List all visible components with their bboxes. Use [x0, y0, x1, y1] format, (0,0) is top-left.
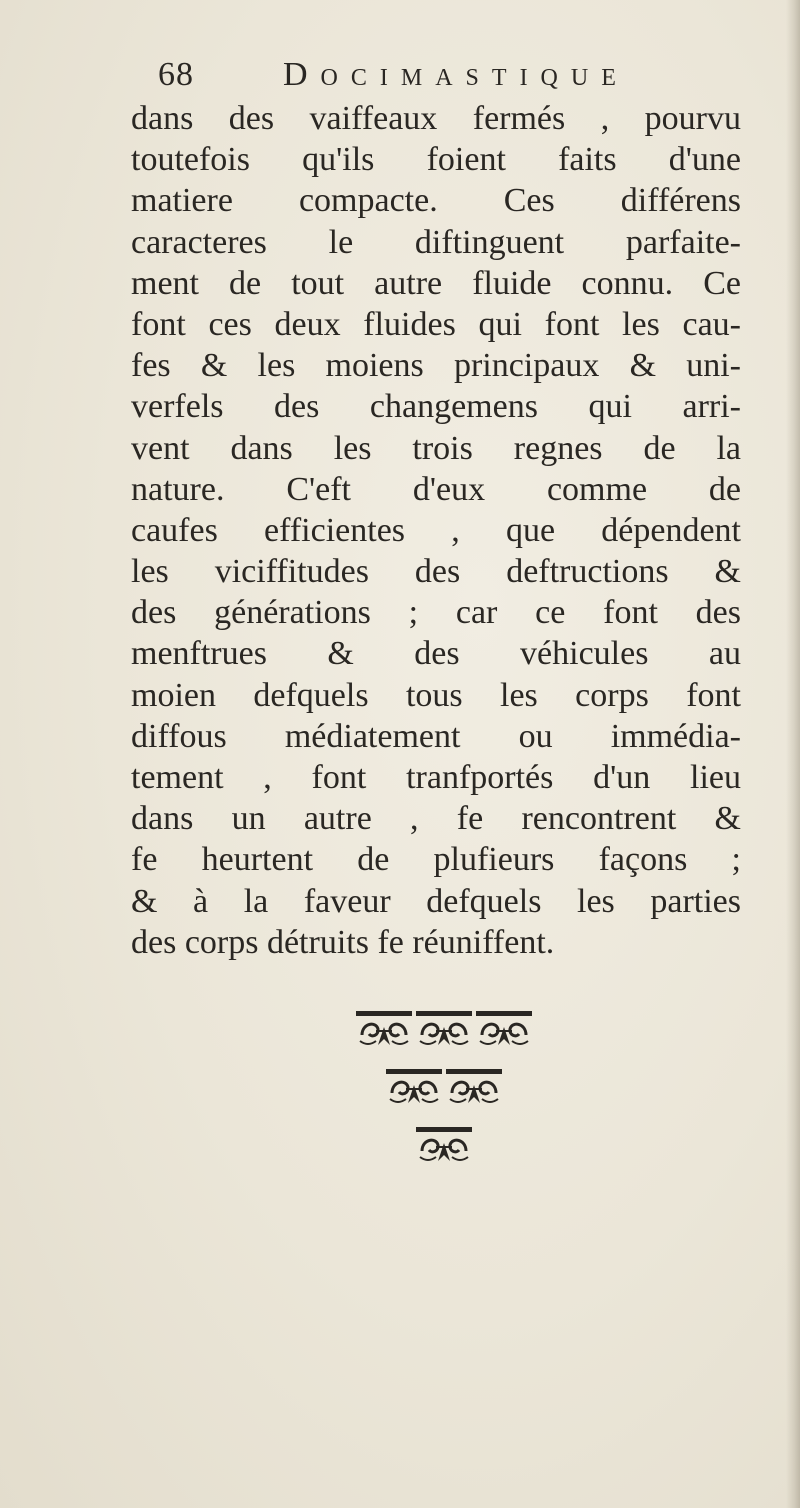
text-line: font ces deux fluides qui font les cau-	[131, 305, 741, 343]
page-number: 68	[158, 56, 194, 93]
text-line: nature. C'eft d'eux comme de	[131, 470, 741, 508]
text-line: toutefois qu'ils foient faits d'une	[131, 141, 741, 179]
running-head: Docimastique	[283, 56, 629, 93]
text-line: caufes efficientes , que dépendent	[131, 511, 741, 549]
text-line: caracteres le diftinguent parfaite-	[131, 223, 741, 261]
page-edge-shadow	[786, 0, 800, 1508]
text-line: fes & les moiens principaux & uni-	[131, 347, 741, 385]
text-line: menftrues & des véhicules au	[131, 635, 741, 673]
text-line: les viciffitudes des deftructions &	[131, 553, 741, 591]
text-line: moien defquels tous les corps font	[131, 676, 741, 714]
page-header	[158, 50, 698, 100]
text-line: diffous médiatement ou immédia-	[131, 717, 741, 755]
text-line: dans des vaiffeaux fermés , pourvu	[131, 100, 741, 137]
tailpiece-ornament-icon	[350, 1005, 540, 1175]
text-line: ment de tout autre fluide connu. Ce	[131, 264, 741, 302]
text-line: vent dans les trois regnes de la	[131, 429, 741, 467]
text-line: dans un autre , fe rencontrent &	[131, 800, 741, 838]
text-line: & à la faveur defquels les parties	[131, 882, 741, 920]
text-line: fe heurtent de plufieurs façons ;	[131, 841, 741, 879]
text-line: des corps détruits fe réuniffent.	[131, 923, 555, 961]
text-line: matiere compacte. Ces différens	[131, 182, 741, 220]
body-text	[131, 98, 741, 963]
text-line: des générations ; car ce font des	[131, 594, 741, 632]
text-line: verfels des changemens qui arri-	[131, 388, 741, 426]
text-line: tement , font tranfportés d'un lieu	[131, 759, 741, 796]
